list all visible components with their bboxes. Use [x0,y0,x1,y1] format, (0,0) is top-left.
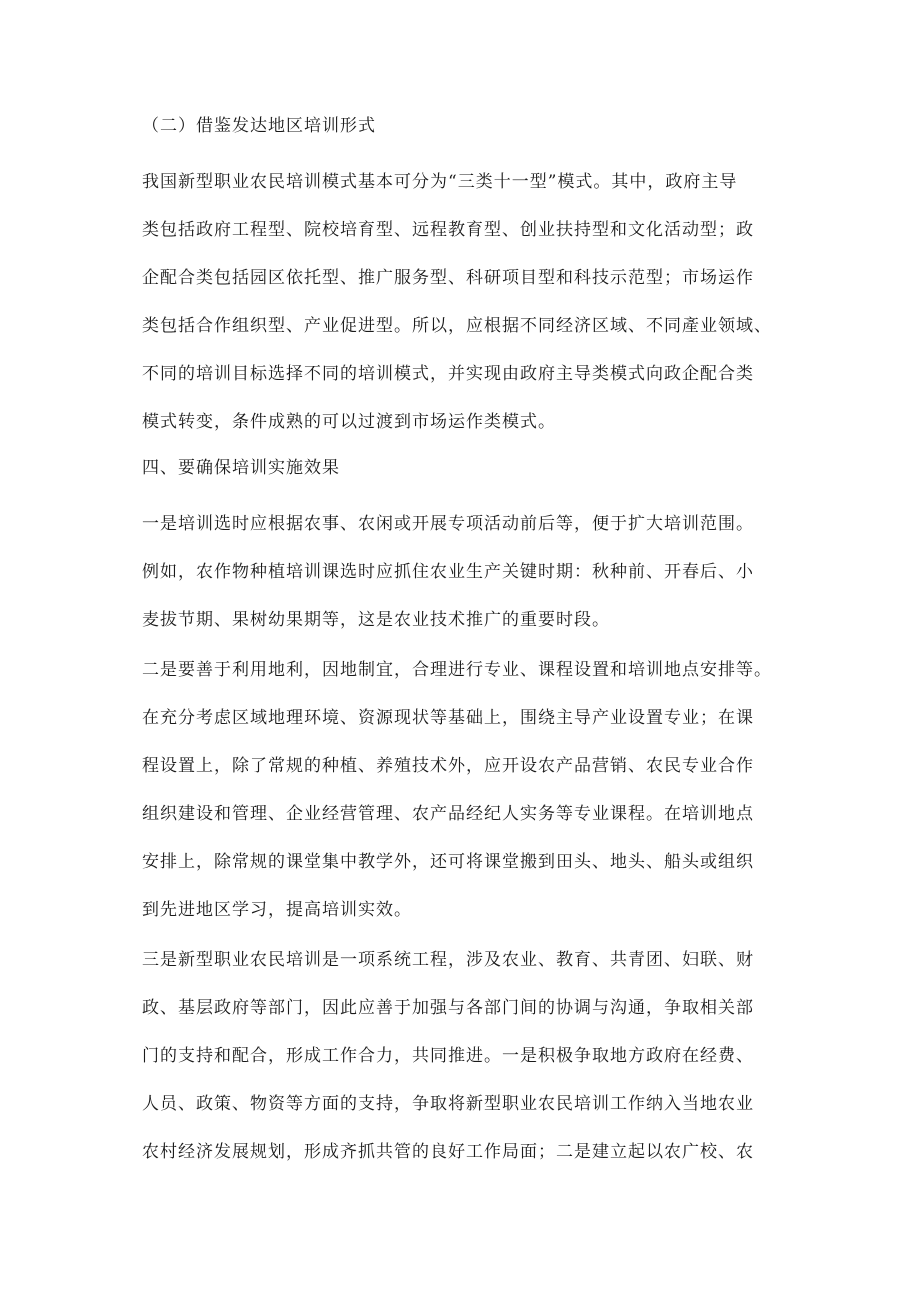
text-line: 模式转变，条件成熟的可以过渡到市场运作类模式。 [142,412,556,432]
text-line: 例如，农作物种植培训课选时应抓住农业生产关键时期：秋种前、开春后、小 [142,562,754,582]
text-line: 在充分考虑区域地理环境、资源现状等基础上，围绕主导产业设置专业；在课 [142,708,754,728]
text-line: 一是培训选时应根据农事、农闲或开展专项活动前后等，便于扩大培训范围。 [142,514,754,534]
text-line: 安排上，除常规的课堂集中教学外，还可将课堂搬到田头、地头、船头或组织 [142,852,754,872]
text-line: 类包括合作组织型、产业促进型。所以，应根据不同经济区域、不同產业领域、 [142,316,772,336]
text-line: 到先进地区学习，提高培训实效。 [142,900,412,920]
text-line: 程设置上，除了常规的种植、养殖技术外，应开设农产品营销、农民专业合作 [142,756,754,776]
document-page [142,108,782,1178]
text-line: 门的支持和配合，形成工作合力，共同推进。一是积极争取地方政府在经费、 [142,1046,754,1066]
text-line: （二）借鉴发达地区培训形式 [142,116,376,136]
text-line: 人员、政策、物资等方面的支持，争取将新型职业农民培训工作纳入当地农业 [142,1094,754,1114]
text-line: 农村经济发展规划，形成齐抓共管的良好工作局面；二是建立起以农广校、农 [142,1142,754,1162]
text-line: 我国新型职业农民培训模式基本可分为“三类十一型”模式。其中，政府主导 [142,172,738,192]
text-line: 麦拔节期、果树幼果期等，这是农业技术推广的重要时段。 [142,610,610,630]
text-line: 政、基层政府等部门，因此应善于加强与各部门间的协调与沟通，争取相关部 [142,998,754,1018]
paragraph-training-models [142,158,782,446]
text-line: 不同的培训目标选择不同的培训模式，并实现由政府主导类模式向政企配合类 [142,364,754,384]
text-line: 组织建设和管理、企业经营管理、农产品经纪人实务等专业课程。在培训地点 [142,804,754,824]
paragraph-coordination [142,936,782,1176]
text-line: 三是新型职业农民培训是一项系统工程，涉及农业、教育、共青团、妇联、财 [142,950,754,970]
section-heading-4 [142,450,782,486]
text-line: 四、要确保培训实施效果 [142,458,340,478]
text-line: 二是要善于利用地利，因地制宜，合理进行专业、课程设置和培训地点安排等。 [142,660,772,680]
text-line: 企配合类包括园区依托型、推广服务型、科研项目型和科技示范型；市场运作 [142,268,754,288]
section-heading-2 [142,108,782,144]
paragraph-timing [142,500,782,644]
paragraph-location [142,646,782,934]
text-line: 类包括政府工程型、院校培育型、远程教育型、创业扶持型和文化活动型；政 [142,220,754,240]
